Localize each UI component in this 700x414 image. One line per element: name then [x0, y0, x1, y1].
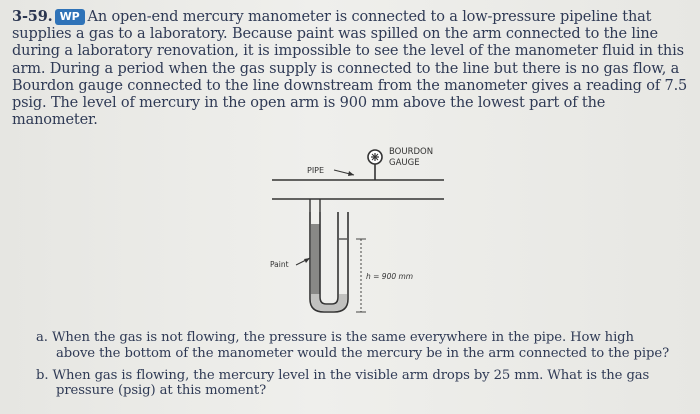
question-label: b. [36, 367, 49, 383]
question-a [36, 330, 676, 362]
question-label: a. [36, 330, 48, 345]
manometer-diagram [258, 144, 458, 320]
u-tube-inner [320, 212, 338, 304]
pipe-label: PIPE [307, 166, 325, 175]
manometer-figure [258, 144, 458, 320]
height-label: h = 900 mm [366, 272, 414, 281]
bourdon-label: BOURDON [389, 147, 434, 157]
question-text: When gas is flowing, the mercury level in the visible arm drops by 25 mm. What is the gas pressure (psig) at this moment? [52, 367, 650, 399]
question-text: When the gas is not flowing, the pressure is the same everywhere in the pipe. How high above the bottom of the manometer would the mercury be in the arm connected to the pipe? [51, 330, 670, 361]
mercury [311, 294, 347, 311]
questions-list [36, 330, 676, 405]
wp-badge[interactable]: WP [55, 9, 85, 25]
gauge-label: GAUGE [389, 158, 420, 168]
paint-shading [311, 224, 320, 294]
problem-number: 3-59. [12, 8, 53, 25]
problem-text: An open-end mercury manometer is connected to a low-pressure pipeline that supplies a gas to a laboratory. Because paint was spilled on the arm connected to the line during a laboratory renovation, it is impossible to see the level of the manometer fluid in this arm. During a period when the gas supply is connected to the line but there is no gas flow, a Bourdon gauge connected to the line downstream from the manometer gives a reading of 7.5 psig. The level of mercury in the open arm is 900 mm above the lowest part of the manometer. [12, 9, 688, 129]
question-b [36, 368, 676, 400]
paint-label: Paint [270, 260, 289, 269]
problem-statement [12, 8, 688, 129]
